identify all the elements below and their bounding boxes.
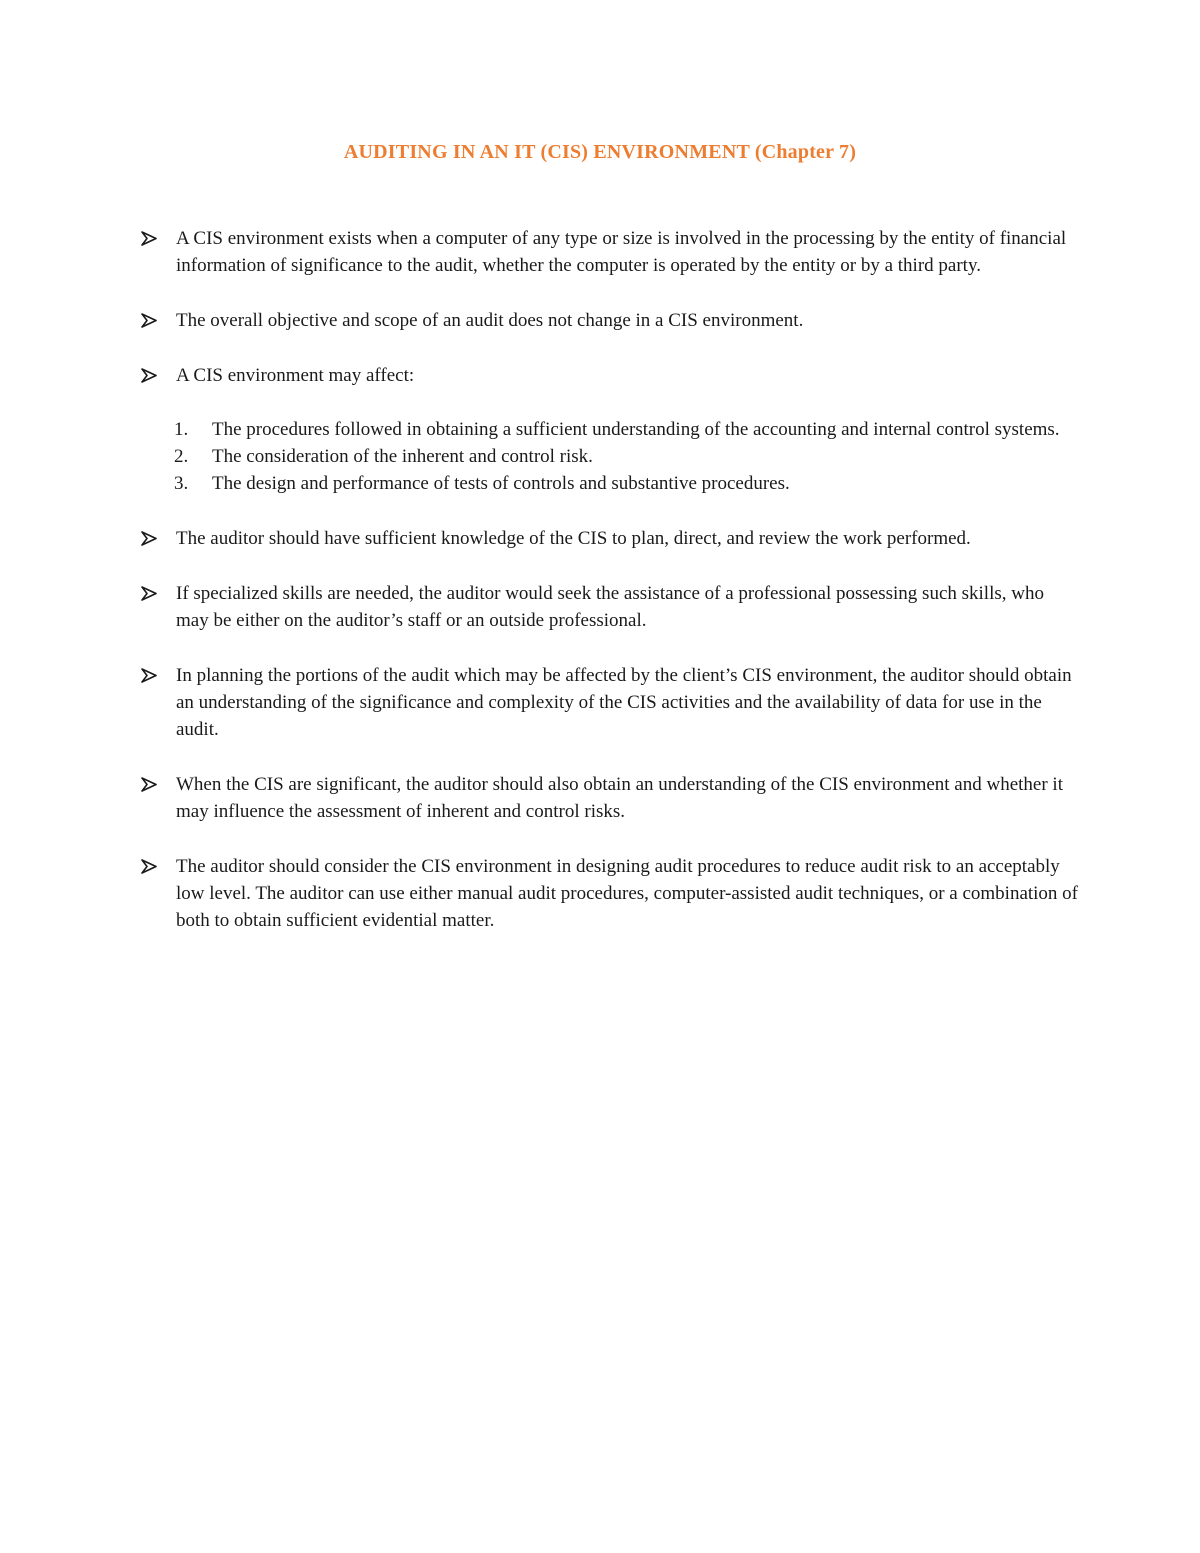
- list-item: [140, 470, 1080, 497]
- arrowhead-bullet-icon: [141, 307, 161, 334]
- document-title: AUDITING IN AN IT (CIS) ENVIRONMENT (Chapter 7): [343, 141, 857, 163]
- bullet-text: The auditor should consider the CIS environment in designing audit procedures to reduce audit risk to an acceptably low level. The auditor can use either manual audit procedures, computer-assisted audit techniques, or a combination of both to obtain sufficient evidential matter.: [176, 856, 1079, 931]
- list-item: [140, 443, 1080, 470]
- arrowhead-bullet-icon: [141, 362, 161, 389]
- arrowhead-bullet-icon: [141, 225, 161, 252]
- bullet-text: A CIS environment exists when a computer of any type or size is involved in the processing by the entity of financial information of significance to the audit, whether the computer is operated by the entity or by a third party.: [176, 228, 1067, 276]
- bullet-item: [140, 225, 1080, 279]
- bullet-text: The auditor should have sufficient knowledge of the CIS to plan, direct, and review the work performed.: [176, 528, 971, 549]
- arrowhead-bullet-icon: [141, 580, 161, 607]
- bullet-item: [140, 307, 1080, 334]
- arrowhead-bullet-icon: [141, 525, 161, 552]
- bullet-text: In planning the portions of the audit which may be affected by the client’s CIS environment, the auditor should obtain an understanding of the significance and complexity of the CIS activities and the availability of data for use in the audit.: [176, 665, 1072, 740]
- bullet-item: [140, 362, 1080, 389]
- list-item-text: The design and performance of tests of controls and substantive procedures.: [212, 473, 790, 494]
- bullet-text: If specialized skills are needed, the auditor would seek the assistance of a professional possessing such skills, who may be either on the auditor’s staff or an outside professional.: [176, 583, 1044, 631]
- list-item-text: The procedures followed in obtaining a sufficient understanding of the accounting and internal control systems.: [212, 419, 1060, 440]
- arrowhead-bullet-icon: [141, 771, 161, 798]
- bullet-text: The overall objective and scope of an audit does not change in a CIS environment.: [176, 310, 804, 331]
- bullet-item: [140, 525, 1080, 552]
- list-item: [140, 416, 1080, 443]
- bullet-item: [140, 771, 1080, 825]
- list-item-text: The consideration of the inherent and control risk.: [212, 446, 593, 467]
- affect-numbered-list: [140, 416, 1080, 497]
- list-number: 1.: [174, 419, 189, 440]
- bullet-item: [140, 580, 1080, 634]
- bullet-text: A CIS environment may affect:: [176, 365, 415, 386]
- list-number: 3.: [174, 473, 189, 494]
- list-number: 2.: [174, 446, 189, 467]
- arrowhead-bullet-icon: [141, 662, 161, 689]
- bullet-item: [140, 662, 1080, 743]
- bullet-item: [140, 853, 1080, 934]
- document-body: [140, 225, 1080, 962]
- arrowhead-bullet-icon: [141, 853, 161, 880]
- bullet-text: When the CIS are significant, the auditor should also obtain an understanding of the CIS environment and whether it may influence the assessment of inherent and control risks.: [176, 774, 1063, 822]
